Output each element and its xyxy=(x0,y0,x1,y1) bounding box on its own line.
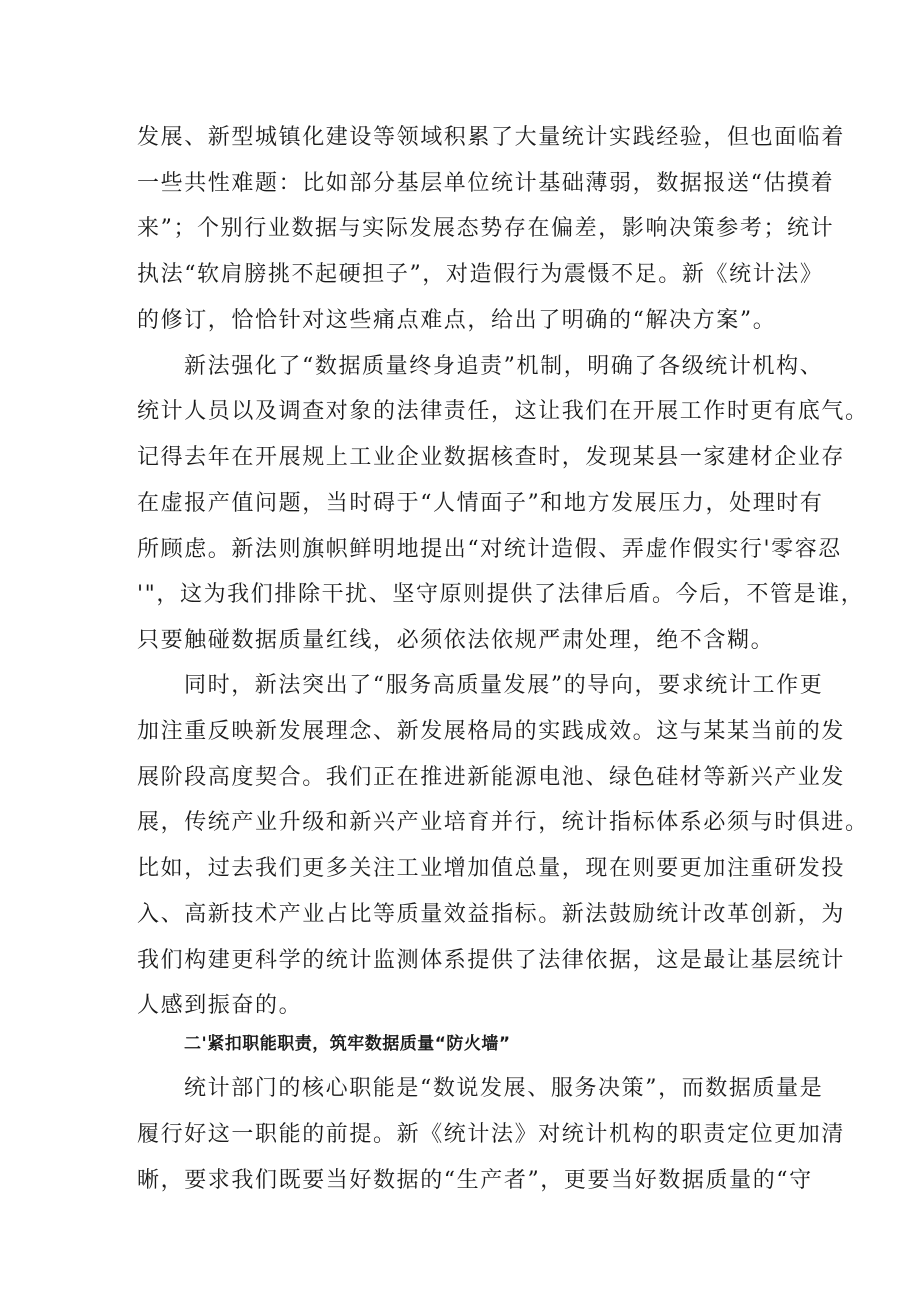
paragraph-line: 履行好这一职能的前提。新《统计法》对统计机构的职责定位更加清 xyxy=(137,1122,846,1147)
paragraph-line: 在虚报产值问题，当时碍于“人情面子”和地方发展压力，处理时有 xyxy=(137,491,824,516)
paragraph-line: 统计部门的核心职能是“数说发展、服务决策”，而数据质量是 xyxy=(184,1076,824,1101)
paragraph-line: 所顾虑。新法则旗帜鲜明地提出“对统计造假、弄虚作假实行'零容忍 xyxy=(137,537,842,562)
paragraph-line: 展，传统产业升级和新兴产业培育并行，统计指标体系必须与时俱进。 xyxy=(137,810,869,835)
paragraph-line: 我们构建更科学的统计监测体系提供了法律依据，这是最让基层统计 xyxy=(137,948,846,973)
paragraph-line: 同时，新法突出了“服务高质量发展”的导向，要求统计工作更 xyxy=(184,673,824,698)
section-heading: 二'紧扣职能职责，筑牢数据质量“防火墙” xyxy=(184,1034,511,1054)
paragraph-line: 加注重反映新发展理念、新发展格局的实践成效。这与某某当前的发 xyxy=(137,719,846,744)
paragraph-line: 来”；个别行业数据与实际发展态势存在偏差，影响决策参考；统计 xyxy=(137,216,835,241)
paragraph-line: 执法“软肩膀挑不起硬担子”，对造假行为震慑不足。新《统计法》 xyxy=(137,262,824,287)
paragraph-line: 晰，要求我们既要当好数据的“生产者”，更要当好数据质量的“守 xyxy=(137,1168,813,1193)
paragraph-line: 入、高新技术产业占比等质量效益指标。新法鼓励统计改革创新，为 xyxy=(137,902,846,927)
paragraph-line: 新法强化了“数据质量终身追责”机制，明确了各级统计机构、 xyxy=(184,354,824,379)
paragraph-line: 一些共性难题：比如部分基层单位统计基础薄弱，数据报送“估摸着 xyxy=(137,171,835,196)
paragraph-line: 只要触碰数据质量红线，必须依法依规严肃处理，绝不含糊。 xyxy=(137,628,775,653)
paragraph-line: 记得去年在开展规上工业企业数据核查时，发现某县一家建材企业存 xyxy=(137,445,846,470)
paragraph-line: 比如，过去我们更多关注工业增加值总量，现在则要更加注重研发投 xyxy=(137,856,846,881)
paragraph-line: 统计人员以及调查对象的法律责任，这让我们在开展工作时更有底气。 xyxy=(137,399,869,424)
paragraph-line: 展阶段高度契合。我们正在推进新能源电池、绿色硅材等新兴产业发 xyxy=(137,765,846,790)
paragraph-line: '"，这为我们排除干扰、坚守原则提供了法律后盾。今后，不管是谁， xyxy=(137,582,865,607)
paragraph-line: 发展、新型城镇化建设等领域积累了大量统计实践经验，但也面临着 xyxy=(137,125,846,150)
paragraph-line: 人感到振奋的。 xyxy=(137,993,303,1018)
paragraph-line: 的修订，恰恰针对这些痛点难点，给出了明确的“解决方案”。 xyxy=(137,308,777,333)
